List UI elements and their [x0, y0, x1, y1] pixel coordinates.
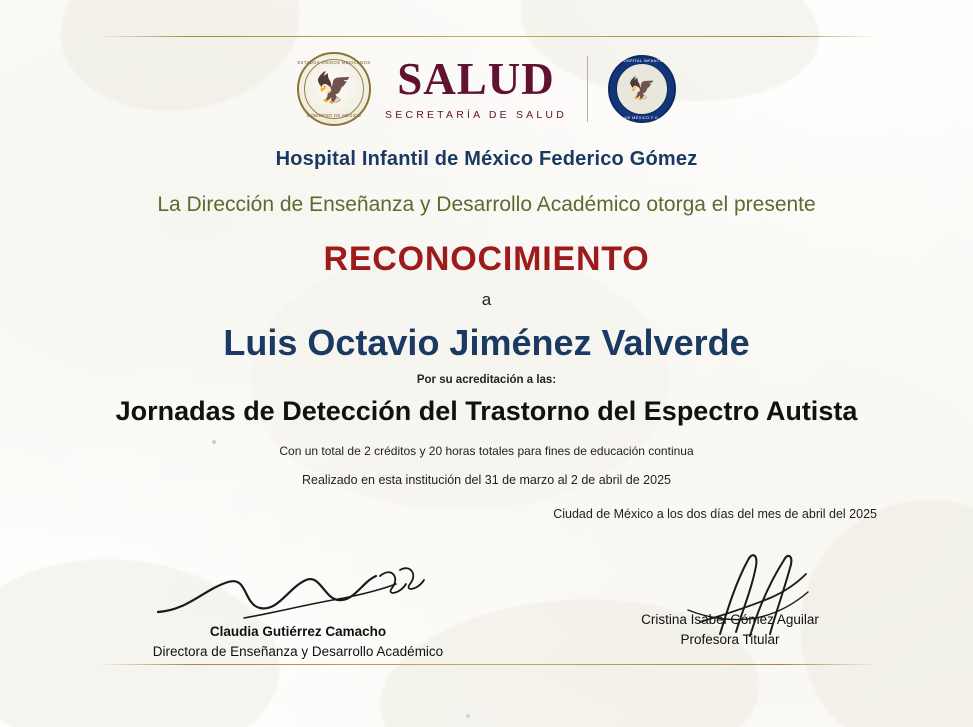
signature-role-left: Directora de Enseñanza y Desarrollo Académico: [152, 644, 444, 659]
seal-top-text: ESTADOS UNIDOS MEXICANOS: [297, 60, 371, 65]
salud-wordmark: [385, 54, 585, 121]
salud-word: SALUD: [397, 54, 555, 104]
paper-speck: [212, 440, 216, 444]
crest-top-text: HOSPITAL INFANTIL: [620, 58, 664, 63]
paper-speck: [466, 714, 470, 718]
recipient-name: Luis Octavio Jiménez Valverde: [223, 322, 750, 363]
signature-role-right: Profesora Titular: [680, 632, 780, 647]
credits-line: Con un total de 2 créditos y 20 horas totales para fines de educación continua: [279, 444, 694, 458]
certificate-header: [0, 52, 973, 126]
connector-word: a: [481, 290, 492, 309]
dates-line: Realizado en esta institución del 31 de marzo al 2 de abril de 2025: [302, 473, 671, 487]
eagle-glyph: 🦅: [315, 72, 353, 105]
hospital-crest-icon: [608, 55, 676, 123]
header-divider: [587, 56, 588, 122]
mexican-coat-of-arms-icon: [297, 52, 371, 126]
seal-bottom-text: GOBIERNO DE MÉXICO: [306, 113, 362, 118]
reason-label: Por su acreditación a las:: [416, 374, 557, 386]
signature-block-left: [118, 560, 478, 659]
signature-name-right: Cristina Isabel Gómez Aguilar: [641, 612, 819, 627]
crest-inner-emblem: [616, 63, 668, 115]
award-title: RECONOCIMIENTO: [323, 240, 650, 278]
course-title: Jornadas de Detección del Trastorno del Espectro Autista: [115, 396, 858, 426]
signature-name-left: Claudia Gutiérrez Camacho: [209, 624, 387, 639]
place-and-date: Ciudad de México a los dos días del mes de abril del 2025: [553, 507, 877, 521]
crest-bird-glyph: 🦅: [628, 76, 656, 101]
signature-mark-right: [565, 548, 895, 616]
crest-bottom-text: DE MÉXICO F.G.: [624, 115, 660, 120]
signature-block-right: [565, 548, 895, 647]
salud-subtitle: SECRETARÍA DE SALUD: [385, 109, 567, 121]
signature-mark-left: [118, 560, 478, 628]
issuer-line: La Dirección de Enseñanza y Desarrollo Académico otorga el presente: [157, 193, 816, 216]
hospital-name: Hospital Infantil de México Federico Gómez: [275, 148, 698, 170]
